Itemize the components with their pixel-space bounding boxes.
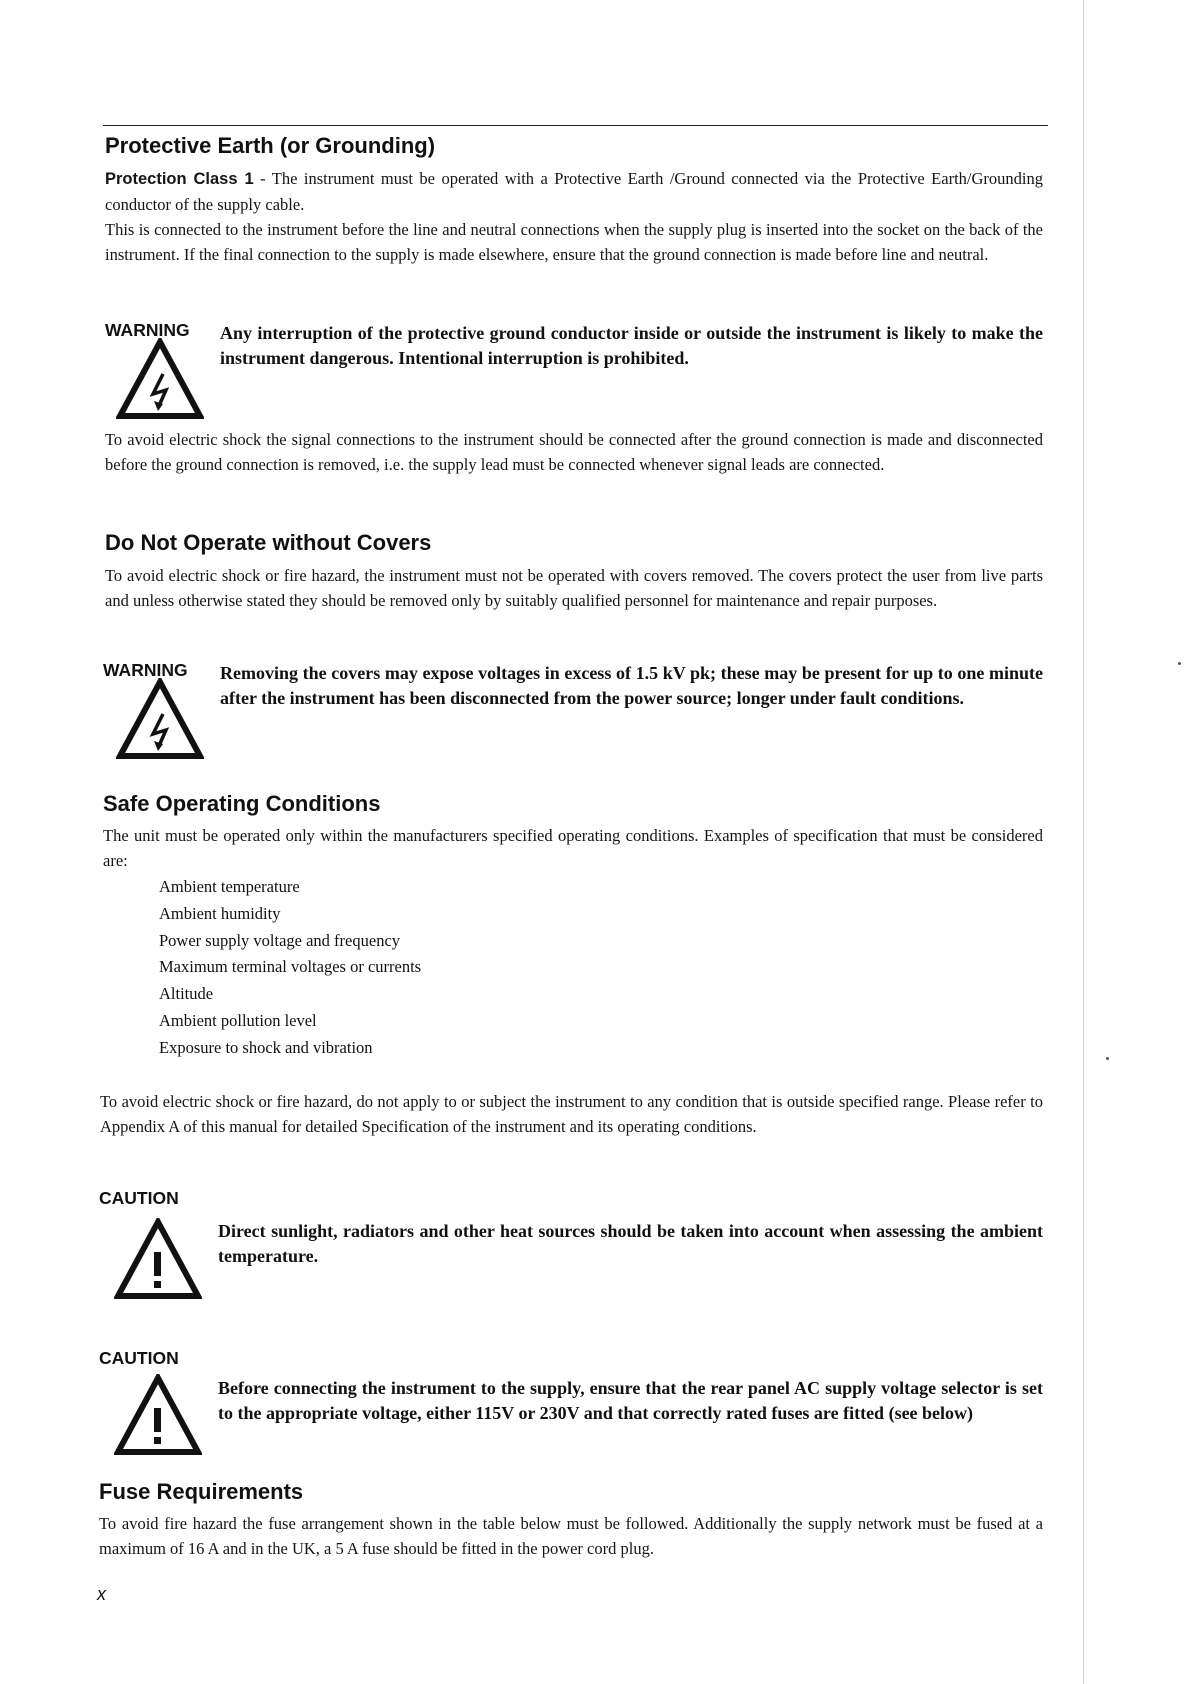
signal-connections-paragraph: To avoid electric shock the signal connections to the instrument should be connected after the ground connection is made and disconnected before the ground connection is removed, i.e. the supply lead must be connected whenever signal leads are connected. xyxy=(105,430,1043,474)
warning-label: WARNING xyxy=(103,660,188,680)
list-item: Maximum terminal voltages or currents xyxy=(159,957,422,977)
caution-label: CAUTION xyxy=(99,1188,179,1208)
header-rule xyxy=(103,125,1048,126)
outside-range-paragraph: To avoid electric shock or fire hazard, do not apply to or subject the instrument to any condition that is outside specified range. Please refer to Appendix A of this manual for detailed Specification of the instrument and its operating conditions. xyxy=(100,1092,1043,1136)
page-number: x xyxy=(97,1584,106,1604)
list-item: Power supply voltage and frequency xyxy=(159,930,401,950)
warning-ground-text: Any interruption of the protective ground conductor inside or outside the instrument is likely to make the instrument dangerous. Intentional interruption is prohibited. xyxy=(220,323,1043,368)
heading-safe-operating: Safe Operating Conditions xyxy=(103,791,381,816)
protection-class-paragraph xyxy=(105,166,1043,217)
caution-voltage-selector-text: Before connecting the instrument to the supply, ensure that the rear panel AC supply voltage selector is set to the appropriate voltage, either 115V or 230V and that correctly rated fuses are fitted (see below) xyxy=(218,1378,1043,1423)
list-item: Ambient humidity xyxy=(159,903,281,923)
heading-protective-earth: Protective Earth (or Grounding) xyxy=(105,133,436,158)
page-edge-line xyxy=(1083,0,1084,1684)
list-item: Exposure to shock and vibration xyxy=(159,1037,373,1057)
safe-operating-paragraph: The unit must be operated only within the manufacturers specified operating conditions. Examples of specification that must be considered are: xyxy=(103,826,1043,870)
scan-speck xyxy=(1178,662,1181,665)
caution-sunlight-text: Direct sunlight, radiators and other heat sources should be taken into account when assessing the ambient temperature. xyxy=(218,1221,1043,1266)
protection-class-lead: Protection Class 1 xyxy=(105,170,254,188)
heading-covers: Do Not Operate without Covers xyxy=(105,530,432,555)
connection-paragraph: This is connected to the instrument before the line and neutral connections when the supply plug is inserted into the socket on the back of the instrument. If the final connection to the supply is made elsewhere, ensure that the ground connection is made before line and neutral. xyxy=(105,220,1043,264)
list-item: Ambient temperature xyxy=(159,877,300,896)
caution-exclamation-icon xyxy=(114,1218,202,1300)
electric-shock-warning-icon xyxy=(116,678,204,760)
caution-label: CAUTION xyxy=(99,1348,179,1368)
warning-label: WARNING xyxy=(105,320,190,340)
warning-covers-text: Removing the covers may expose voltages in excess of 1.5 kV pk; these may be present for up to one minute after the instrument has been disconnected from the power source; longer under fault conditions. xyxy=(220,663,1043,708)
fuse-paragraph: To avoid fire hazard the fuse arrangement shown in the table below must be followed. Additionally the supply network must be fused at a maximum of 16 A and in the UK, a 5 A fuse should be fitted in the power cord plug. xyxy=(99,1514,1043,1558)
electric-shock-warning-icon xyxy=(116,338,204,420)
protection-class-text: - The instrument must be operated with a Protective Earth /Ground connected via the Protective Earth/Grounding conductor of the supply cable. xyxy=(105,169,1043,214)
caution-exclamation-icon xyxy=(114,1374,202,1456)
list-item: Ambient pollution level xyxy=(159,1010,317,1030)
scan-speck xyxy=(1106,1057,1109,1060)
covers-paragraph: To avoid electric shock or fire hazard, the instrument must not be operated with covers removed. The covers protect the user from live parts and unless otherwise stated they should be removed only by suitably qualified personnel for maintenance and repair purposes. xyxy=(105,566,1043,610)
list-item: Altitude xyxy=(159,984,214,1004)
specification-list xyxy=(159,874,421,1062)
heading-fuse-requirements: Fuse Requirements xyxy=(99,1479,304,1504)
